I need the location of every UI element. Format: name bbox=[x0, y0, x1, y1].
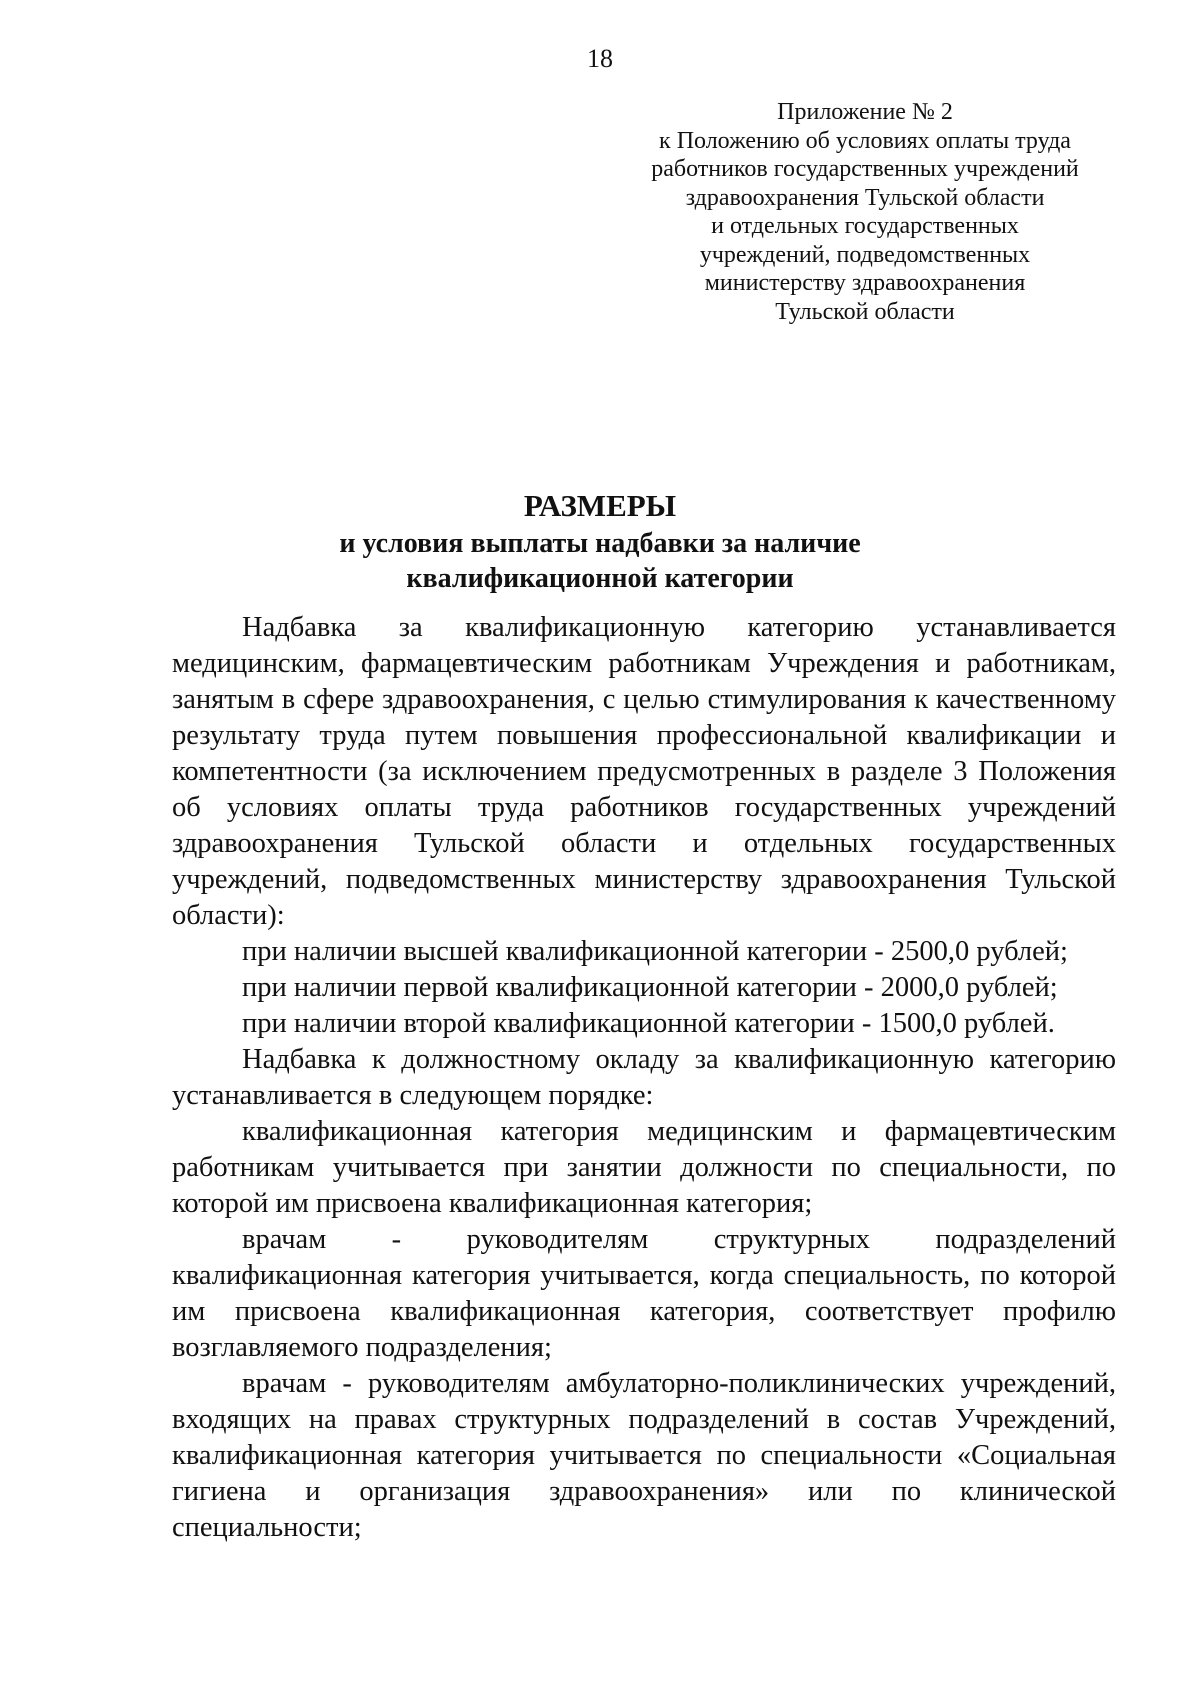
rule-paragraph: врачам - руководителям структурных подразделений квалификационная категория учитывается, когда специальность, по которой им присвоена квалификационная категория, соответствует профилю возглавляемого подразделения; bbox=[172, 1224, 1116, 1363]
appendix-line: здравоохранения Тульской области bbox=[685, 184, 1045, 211]
order-intro-paragraph: Надбавка к должностному окладу за квалификационную категорию устанавливается в следующем порядке: bbox=[172, 1044, 1116, 1111]
page-number: 18 bbox=[587, 44, 613, 73]
amount-item-second: при наличии второй квалификационной категории - 1500,0 рублей. bbox=[242, 1008, 1055, 1039]
appendix-line: и отдельных государственных bbox=[711, 213, 1019, 239]
rule-paragraph: врачам - руководителям амбулаторно-поликлинических учреждений, входящих на правах структурных подразделений в состав Учреждений, квалификационная категория учитывается по специальности «Социальная гигиена и организация здравоохранения» или по клинической специальности; bbox=[172, 1368, 1116, 1543]
amount-item-first: при наличии первой квалификационной категории - 2000,0 рублей; bbox=[242, 972, 1058, 1003]
appendix-line: учреждений, подведомственных bbox=[699, 241, 1031, 268]
appendix-line: Тульской области bbox=[775, 298, 955, 325]
rule-paragraph: квалификационная категория медицинским и фармацевтическим работникам учитывается при занятии должности по специальности, по которой им присвоена квалификационная категория; bbox=[172, 1116, 1116, 1219]
document-body bbox=[172, 610, 1116, 1546]
document-title: РАЗМЕРЫ bbox=[523, 488, 677, 523]
appendix-line: к Положению об условиях оплаты труда bbox=[659, 127, 1071, 154]
intro-paragraph: Надбавка за квалификационную категорию устанавливается медицинским, фармацевтическим работникам Учреждения и работникам, занятым в сфере здравоохранения, с целью стимулирования к качественному результату труда путем повышения профессиональной квалификации и компетентности (за исключением предусмотренных в разделе 3 Положения об условиях оплаты труда работников государственных учреждений здравоохранения Тульской области и отдельных государственных учреждений, подведомственных министерству здравоохранения Тульской области): bbox=[172, 612, 1116, 931]
document-heading bbox=[0, 486, 1200, 596]
document-subtitle-line: и условия выплаты надбавки за наличие bbox=[339, 528, 861, 559]
appendix-reference bbox=[620, 98, 1110, 326]
appendix-line: работников государственных учреждений bbox=[651, 156, 1079, 182]
document-subtitle-line: квалификационной категории bbox=[406, 563, 794, 594]
appendix-line: Приложение № 2 bbox=[777, 99, 953, 125]
appendix-line: министерству здравоохранения bbox=[704, 270, 1026, 296]
amount-item-highest: при наличии высшей квалификационной категории - 2500,0 рублей; bbox=[242, 936, 1068, 967]
